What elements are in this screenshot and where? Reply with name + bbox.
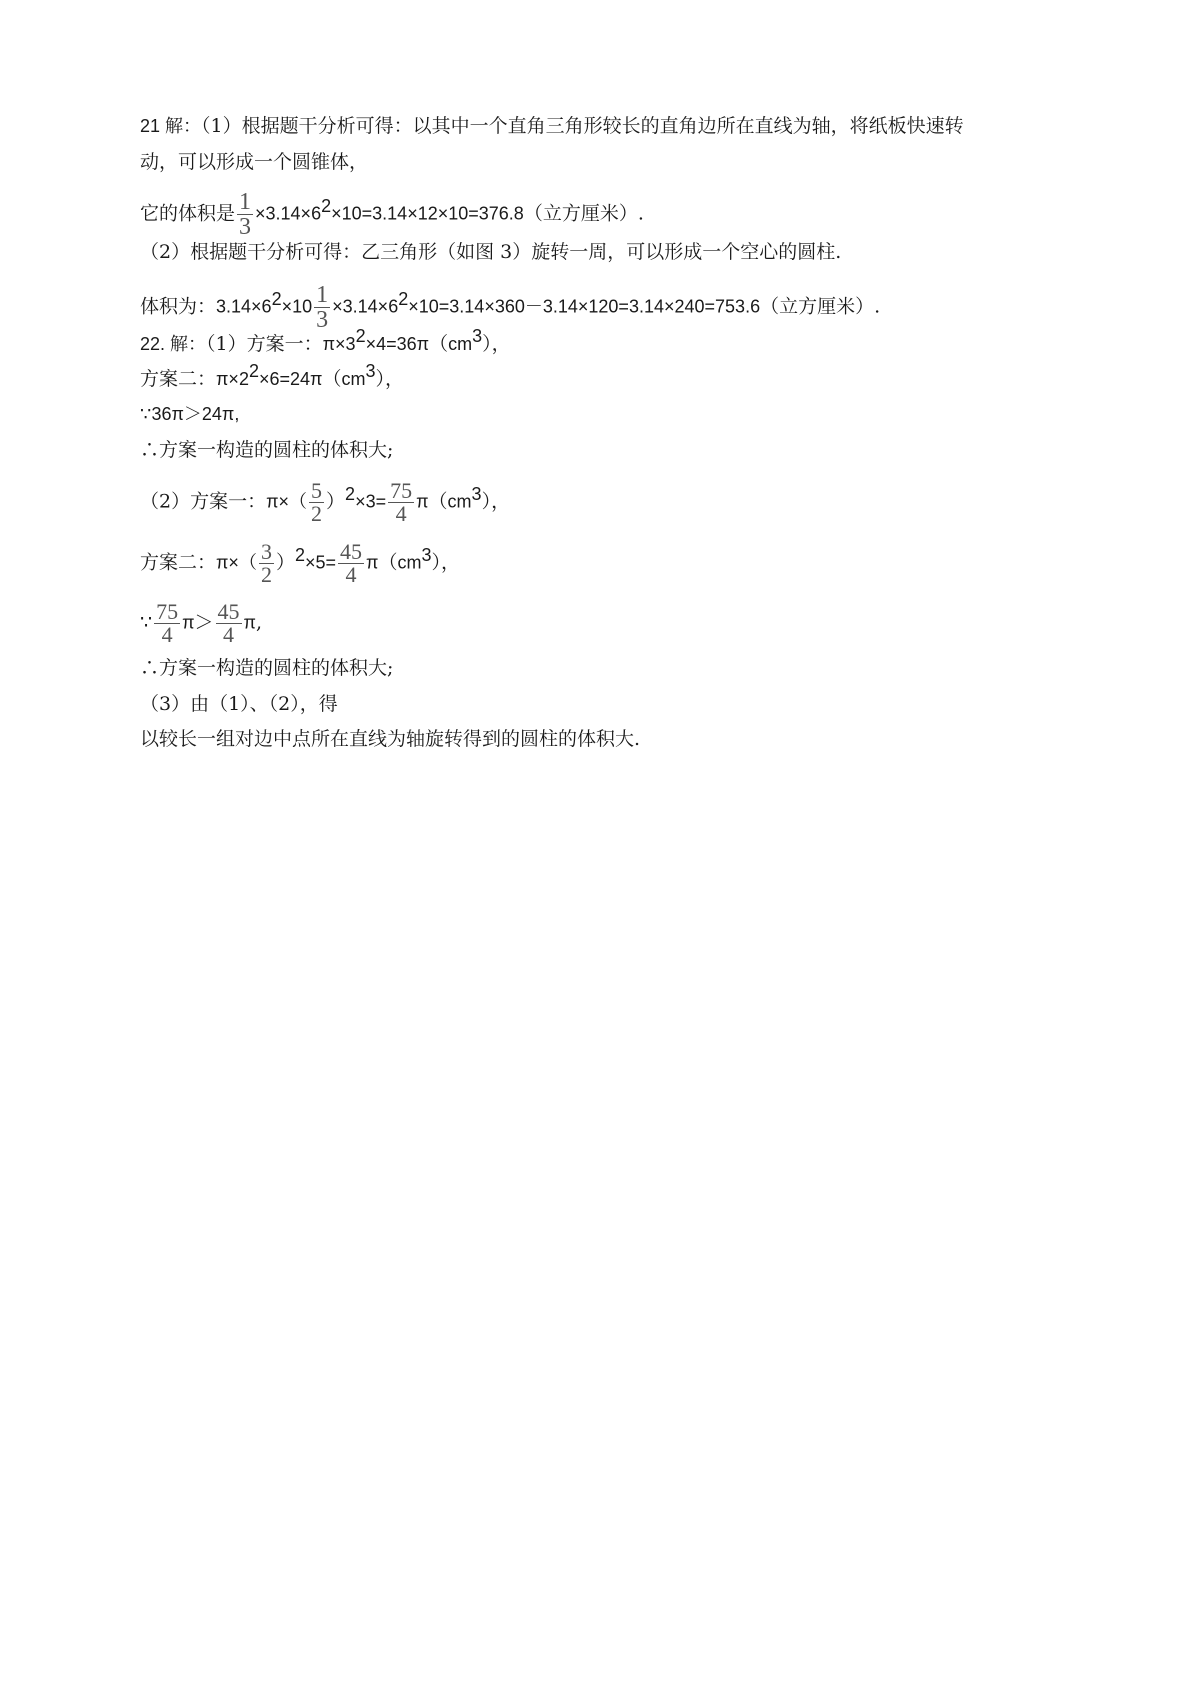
exponent: 2	[345, 483, 356, 504]
q21-volume-expr-a: ×3.14×6	[255, 203, 322, 224]
plan2-expr-b: ×6=24π	[258, 369, 323, 389]
paren-open: （	[429, 333, 449, 355]
q22-because-1	[140, 400, 239, 428]
because-statement: ∵36π＞24π,	[140, 404, 240, 424]
q22-label: 22. 解：	[140, 334, 207, 354]
unit-cubic-cm: （立方厘米）	[760, 295, 875, 318]
fraction-numerator: 75	[390, 478, 413, 503]
because-symbol: ∵	[140, 611, 153, 634]
q22-part2-label: （2）方案一：	[140, 490, 267, 513]
plan2-label: 方案二：	[140, 551, 217, 574]
therefore-statement: ∴方案一构造的圆柱的体积大;	[140, 657, 394, 679]
fraction-one-third	[314, 283, 330, 332]
times-five: ×5=	[304, 552, 337, 573]
greater-than: ＞	[194, 611, 214, 634]
paren-close: ），	[375, 368, 405, 390]
therefore-statement: ∴方案一构造的圆柱的体积大;	[140, 439, 394, 461]
fraction-three-halves	[259, 541, 274, 586]
q22-conclusion	[140, 725, 640, 753]
q22-part2-plan2-line	[140, 541, 460, 586]
q22-because-2	[140, 601, 262, 646]
q21-label: 21 解：	[140, 116, 202, 136]
exponent: 2	[321, 195, 332, 216]
fraction-numerator: 1	[316, 282, 329, 308]
fraction-five-halves	[309, 480, 324, 525]
unit-cm: cm	[448, 334, 473, 354]
q21-volume-line	[140, 190, 644, 239]
q22-line-1	[140, 326, 511, 358]
paren-open: （	[322, 368, 342, 390]
q21-volume-expr-b: ×10=3.14×12×10=376.8	[331, 203, 524, 224]
q22-plan2-line	[140, 361, 405, 393]
fraction-numerator: 3	[260, 539, 272, 564]
fraction-denominator: 2	[260, 562, 272, 587]
paren-close: ）	[326, 490, 346, 513]
paren-close: ），	[482, 333, 511, 355]
plan1-expr-b: ×4=36π	[365, 334, 430, 354]
pi-symbol: π	[366, 552, 379, 573]
pi-symbol: π	[243, 612, 256, 633]
q22-part3-text: （3）由（1）、（2），得	[140, 693, 338, 715]
unit-cm: cm	[341, 369, 366, 389]
q22-part2-plan1-line	[140, 480, 510, 525]
exponent: 2	[294, 544, 305, 565]
q21-volume2-a: 3.14×6	[216, 296, 272, 317]
q22-therefore-1	[140, 436, 393, 464]
q22-part3-line	[140, 690, 338, 718]
fraction-denominator: 4	[395, 501, 407, 526]
fraction-denominator: 3	[239, 214, 252, 240]
q22-therefore-2	[140, 654, 393, 682]
plan1-expr-a: π×3	[322, 334, 356, 354]
paren-close: ），	[431, 551, 460, 574]
pi-symbol: π	[416, 491, 429, 512]
exponent: 3	[472, 326, 483, 346]
exponent: 2	[355, 326, 366, 346]
fraction-denominator: 2	[311, 501, 323, 526]
fraction-75-over-4	[388, 480, 414, 525]
q22-part1-label: （1）方案一：	[206, 333, 323, 355]
q21-part2-line	[140, 238, 841, 266]
fraction-numerator: 45	[217, 599, 240, 624]
fraction-one-third	[237, 190, 253, 239]
q21-volume2-prefix: 体积为：	[140, 295, 217, 318]
plan2-label: 方案二：	[140, 368, 217, 390]
fraction-denominator: 4	[161, 622, 173, 647]
fraction-45-over-4	[216, 601, 242, 646]
fraction-75-over-4	[154, 601, 180, 646]
q21-line-2	[140, 148, 368, 176]
fraction-numerator: 45	[340, 539, 363, 564]
q21-line-1	[140, 112, 964, 140]
period: .	[874, 295, 881, 318]
exponent: 2	[398, 288, 409, 309]
fraction-denominator: 4	[223, 622, 235, 647]
q21-volume2-c: ×3.14×6	[332, 296, 399, 317]
exponent: 2	[248, 361, 259, 381]
exponent: 3	[421, 544, 432, 565]
times-three: ×3=	[355, 491, 387, 512]
exponent: 3	[365, 361, 376, 381]
fraction-denominator: 3	[316, 307, 329, 333]
pi-symbol: π	[182, 612, 195, 633]
fraction-45-over-4	[338, 541, 364, 586]
q21-part1-text: （1）根据题干分析可得：以其中一个直角三角形较长的直角边所在直线为轴，将纸板快速转	[201, 115, 964, 137]
q21-part2-text: （2）根据题干分析可得：乙三角形（如图 3）旋转一周，可以形成一个空心的圆柱.	[140, 241, 842, 263]
unit-cubic-cm: （立方厘米）	[523, 202, 638, 225]
q21-volume-prefix: 它的体积是	[140, 202, 236, 225]
unit-cm: cm	[397, 552, 422, 573]
q21-volume2-b: ×10	[281, 296, 313, 317]
paren-open: （	[428, 490, 448, 513]
q21-part1-continued: 动，可以形成一个圆锥体，	[140, 151, 369, 173]
conclusion-text: 以较长一组对边中点所在直线为轴旋转得到的圆柱的体积大.	[140, 728, 641, 750]
fraction-numerator: 75	[156, 599, 179, 624]
fraction-numerator: 5	[311, 478, 323, 503]
paren-open: （	[378, 551, 398, 574]
pi-times: π×（	[266, 491, 308, 512]
exponent: 3	[471, 483, 482, 504]
paren-close: ），	[481, 490, 511, 513]
exponent: 2	[271, 288, 282, 309]
fraction-numerator: 1	[239, 189, 252, 215]
fraction-denominator: 4	[345, 562, 357, 587]
q21-volume2-d: ×10=3.14×360－3.14×120=3.14×240=753.6	[408, 296, 761, 317]
unit-cm: cm	[447, 491, 472, 512]
plan2-expr-a: π×2	[216, 369, 249, 389]
period: .	[637, 202, 644, 225]
pi-times: π×（	[216, 552, 257, 573]
comma: ,	[255, 611, 262, 634]
paren-close: ）	[275, 551, 295, 574]
q21-volume2-line	[140, 283, 880, 332]
